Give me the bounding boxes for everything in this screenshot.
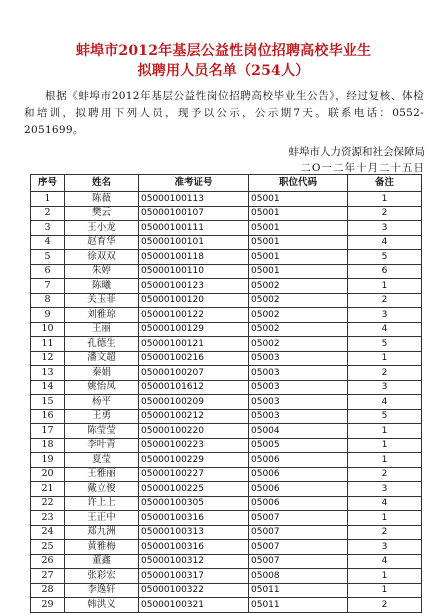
table-row [31,322,422,337]
cell-exam-number: 05000100209 [139,395,249,410]
cell-position-code: 05002 [249,293,348,308]
cell-exam-number: 05000100305 [139,496,249,511]
cell-name: 李逸轩 [65,583,139,598]
cell-position-code: 05006 [249,496,348,511]
cell-serial: 8 [31,293,65,308]
cell-serial: 23 [31,511,65,526]
table-row [31,235,422,250]
cell-name: 秦娟 [65,366,139,381]
table-row [31,424,422,439]
cell-serial: 13 [31,366,65,381]
cell-remarks: 1 [348,424,422,439]
cell-exam-number: 05000100212 [139,409,249,424]
cell-name: 许上上 [65,496,139,511]
hire-roster-table [30,174,422,613]
cell-name: 夏莹 [65,453,139,468]
cell-name: 杨平 [65,395,139,410]
cell-name: 王雅丽 [65,467,139,482]
table-row [31,206,422,221]
cell-position-code: 05002 [249,279,348,294]
header-remarks: 备注 [348,175,422,192]
table-row [31,554,422,569]
cell-exam-number: 05000100111 [139,221,249,236]
cell-serial: 17 [31,424,65,439]
cell-name: 戴立俊 [65,482,139,497]
cell-name: 姚怡凤 [65,380,139,395]
cell-name: 董鑫 [65,554,139,569]
table-row [31,496,422,511]
cell-position-code: 05005 [249,438,348,453]
cell-remarks: 2 [348,366,422,381]
table-row [31,380,422,395]
cell-remarks: 5 [348,409,422,424]
cell-name: 关玉菲 [65,293,139,308]
cell-exam-number: 05000100312 [139,554,249,569]
cell-exam-number: 05000100122 [139,308,249,323]
cell-remarks: 6 [348,264,422,279]
cell-remarks: 2 [348,467,422,482]
cell-remarks: 4 [348,496,422,511]
table-row [31,293,422,308]
cell-position-code: 05004 [249,424,348,439]
table-row [31,438,422,453]
cell-serial: 21 [31,482,65,497]
cell-serial: 18 [31,438,65,453]
cell-serial: 26 [31,554,65,569]
cell-exam-number: 05000100107 [139,206,249,221]
table-row [31,351,422,366]
cell-serial: 2 [31,206,65,221]
cell-serial: 25 [31,540,65,555]
cell-position-code: 05011 [249,583,348,598]
cell-position-code: 05003 [249,395,348,410]
cell-exam-number: 05000100207 [139,366,249,381]
cell-remarks: 1 [348,511,422,526]
cell-exam-number: 05000100113 [139,192,249,207]
cell-remarks: 4 [348,554,422,569]
cell-remarks: 2 [348,293,422,308]
cell-exam-number: 05000100317 [139,569,249,584]
cell-exam-number: 05000100216 [139,351,249,366]
cell-position-code: 05007 [249,525,348,540]
cell-remarks: 1 [348,279,422,294]
cell-serial: 3 [31,221,65,236]
cell-serial: 24 [31,525,65,540]
cell-name: 朱婷 [65,264,139,279]
cell-name: 徐双双 [65,250,139,265]
cell-remarks: 2 [348,525,422,540]
cell-exam-number: 05000100123 [139,279,249,294]
document-title-line-2: 拟聘用人员名单（254人） [137,63,310,79]
cell-serial: 11 [31,337,65,352]
cell-serial: 6 [31,264,65,279]
cell-remarks: 3 [348,380,422,395]
table-row [31,453,422,468]
cell-serial: 19 [31,453,65,468]
cell-position-code: 05001 [249,206,348,221]
table-row [31,467,422,482]
table-row [31,511,422,526]
cell-exam-number: 05000100316 [139,511,249,526]
cell-remarks: 4 [348,235,422,250]
cell-serial: 16 [31,409,65,424]
cell-remarks: 1 [348,453,422,468]
cell-position-code: 05006 [249,467,348,482]
cell-exam-number: 05000100321 [139,598,249,613]
cell-name: 王小龙 [65,221,139,236]
cell-remarks: 4 [348,395,422,410]
table-row [31,583,422,598]
header-position-code: 职位代码 [249,175,348,192]
table-row [31,221,422,236]
cell-exam-number: 05000100110 [139,264,249,279]
cell-serial: 15 [31,395,65,410]
cell-name: 韩洪义 [65,598,139,613]
table-row [31,569,422,584]
cell-remarks: 4 [348,322,422,337]
cell-position-code: 05003 [249,409,348,424]
cell-serial: 20 [31,467,65,482]
intro-paragraph: 根据《蚌埠市2012年基层公益性岗位招聘高校毕业生公告》，经过复核、体检和培训，拟聘用下列人员，现予以公示，公示期7天。联系电话：0552-2051699。 [24,90,424,136]
table-row [31,540,422,555]
cell-exam-number: 05000100223 [139,438,249,453]
cell-remarks: 2 [348,206,422,221]
cell-exam-number: 05000100225 [139,482,249,497]
cell-exam-number: 05000100322 [139,583,249,598]
header-serial: 序号 [31,175,65,192]
cell-remarks: 3 [348,221,422,236]
cell-position-code: 05006 [249,482,348,497]
cell-remarks: 3 [348,540,422,555]
cell-exam-number: 05000100313 [139,525,249,540]
cell-name: 王丽 [65,322,139,337]
table-row [31,525,422,540]
table-row [31,279,422,294]
cell-position-code: 05007 [249,511,348,526]
cell-exam-number: 05000100316 [139,540,249,555]
cell-position-code: 05003 [249,366,348,381]
cell-serial: 12 [31,351,65,366]
cell-position-code: 05007 [249,540,348,555]
cell-exam-number: 05000100229 [139,453,249,468]
table-row [31,192,422,207]
table-body [31,192,422,613]
cell-name: 黄雅梅 [65,540,139,555]
table-row [31,250,422,265]
table-row [31,337,422,352]
cell-position-code: 05002 [249,337,348,352]
cell-remarks: 5 [348,250,422,265]
issuing-authority: 蚌埠市人力资源和社会保障局 [288,146,425,158]
cell-serial: 1 [31,192,65,207]
cell-name: 陈莹莹 [65,424,139,439]
cell-exam-number: 05000100121 [139,337,249,352]
cell-exam-number: 05000100129 [139,322,249,337]
cell-position-code: 05001 [249,250,348,265]
cell-name: 樊云 [65,206,139,221]
cell-remarks: 1 [348,583,422,598]
cell-position-code: 05001 [249,264,348,279]
cell-serial: 9 [31,308,65,323]
cell-name: 孔德生 [65,337,139,352]
table-row [31,409,422,424]
cell-exam-number: 05000100220 [139,424,249,439]
cell-serial: 7 [31,279,65,294]
cell-serial: 27 [31,569,65,584]
cell-position-code: 05001 [249,221,348,236]
cell-name: 陈曦 [65,279,139,294]
table-header-row [31,175,422,192]
cell-remarks: 1 [348,351,422,366]
header-name: 姓名 [65,175,139,192]
cell-name: 潘文超 [65,351,139,366]
cell-remarks: 1 [348,192,422,207]
cell-position-code: 05001 [249,235,348,250]
cell-position-code: 05008 [249,569,348,584]
cell-position-code: 05003 [249,380,348,395]
cell-serial: 4 [31,235,65,250]
cell-position-code: 05007 [249,554,348,569]
cell-position-code: 05011 [249,598,348,613]
table-row [31,395,422,410]
cell-name: 赵育华 [65,235,139,250]
cell-position-code: 05002 [249,308,348,323]
cell-remarks: 5 [348,337,422,352]
cell-serial: 28 [31,583,65,598]
cell-serial: 10 [31,322,65,337]
table-row [31,308,422,323]
cell-exam-number: 05000100101 [139,235,249,250]
cell-exam-number: 05000101612 [139,380,249,395]
table-row [31,264,422,279]
cell-remarks: 1 [348,438,422,453]
cell-name: 王勇 [65,409,139,424]
document-title-line-1: 蚌埠市2012年基层公益性岗位招聘高校毕业生 [75,43,372,59]
cell-remarks: 2 [348,598,422,613]
cell-exam-number: 05000100227 [139,467,249,482]
cell-position-code: 05003 [249,351,348,366]
cell-remarks: 1 [348,569,422,584]
cell-name: 刘雅琼 [65,308,139,323]
cell-position-code: 05001 [249,192,348,207]
cell-exam-number: 05000100118 [139,250,249,265]
cell-remarks: 3 [348,482,422,497]
cell-serial: 14 [31,380,65,395]
cell-name: 陈薇 [65,192,139,207]
table-row [31,482,422,497]
cell-serial: 5 [31,250,65,265]
cell-name: 郑九洲 [65,525,139,540]
cell-serial: 22 [31,496,65,511]
header-exam-number: 准考证号 [139,175,249,192]
cell-name: 张彩宏 [65,569,139,584]
cell-name: 王正中 [65,511,139,526]
cell-exam-number: 05000100120 [139,293,249,308]
cell-position-code: 05002 [249,322,348,337]
cell-position-code: 05006 [249,453,348,468]
table-row [31,366,422,381]
cell-name: 李叶青 [65,438,139,453]
cell-remarks: 3 [348,308,422,323]
cell-serial: 29 [31,598,65,613]
issue-date: 二O一二年十月二十五日 [300,162,425,174]
